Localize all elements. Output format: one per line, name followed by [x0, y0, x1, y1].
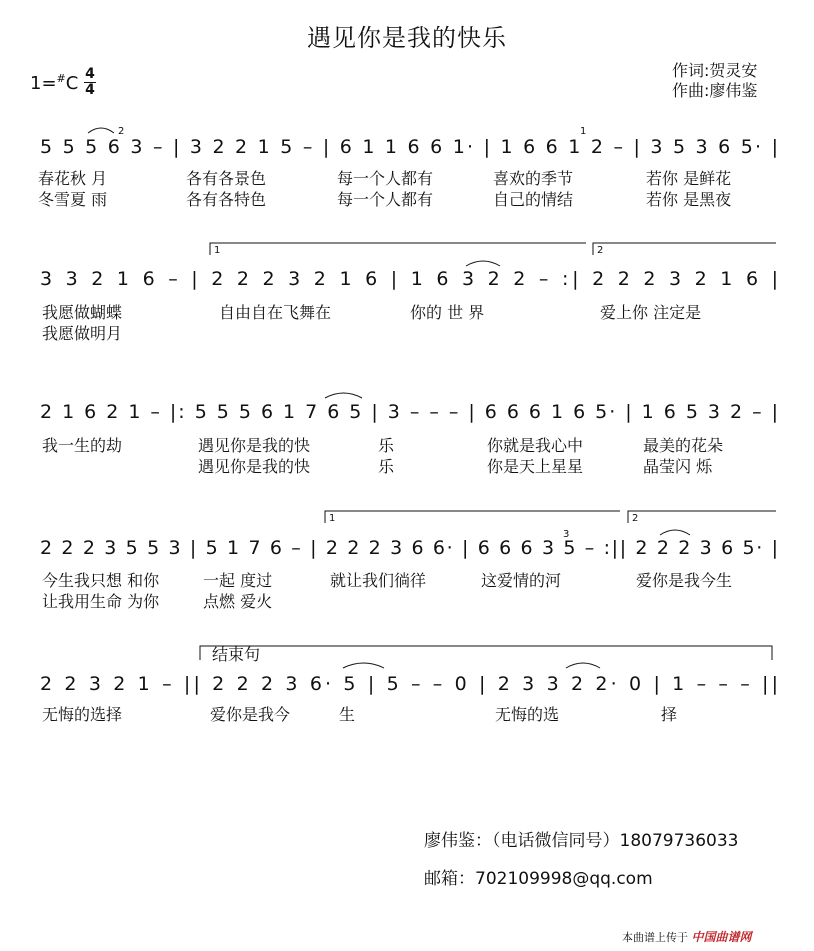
key-prefix: 1= [30, 73, 57, 94]
lyricist-credit: 作词:贺灵安 [672, 61, 758, 80]
ending-label: 结束句 [212, 645, 261, 664]
meter-top: 4 [85, 66, 95, 82]
lyric-verse1-4-5: 爱你是我今生 [636, 571, 733, 590]
lyric-verse1-4-3: 就让我们徜徉 [330, 571, 427, 590]
lyric-verse2-3-2: 乐 [378, 457, 395, 476]
grace-note-3: 3 [563, 529, 570, 540]
lyric-verse1-4-1: 今生我只想 和你 [42, 571, 160, 590]
volta-1-row4-bracket [325, 511, 620, 523]
ending-bracket [200, 646, 772, 660]
lyric-verse1-5-5: 择 [661, 705, 678, 724]
lyric-verse2-3-3: 你是天上星星 [487, 457, 584, 476]
lyric-verse2-2-1: 我愿做明月 [42, 324, 123, 343]
notation-row-3: 2 1 6 2 1 – |: 5 5 5 6 1 7 6 5 | 3 – – – | 6 6 6 1 6 5· | 1 6 5 3 2 – | [40, 401, 778, 423]
lyric-verse1-4-4: 这爱情的河 [481, 571, 562, 590]
lyric-verse2-4-1: 让我用生命 为你 [42, 592, 160, 611]
lyric-verse2-1-3: 每一个人都有 [337, 190, 434, 209]
slur-2 [325, 393, 362, 398]
key-letter: C [65, 73, 79, 94]
notation-row-5: 2 2 3 2 1 – || 2 2 2 3 6· 5 | 5 – – 0 | 2 3 3 2 2· 0 | 1 – – – || [40, 673, 778, 695]
lyric-verse1-2-2: 自由自在飞舞在 [219, 303, 332, 322]
lyric-verse1-5-3: 生 [339, 705, 356, 724]
lyric-verse1-1-5: 若你 是鲜花 [646, 169, 732, 188]
lyric-verse1-1-1: 春花秋 月 [38, 169, 108, 188]
volta-2-row2-bracket [593, 243, 776, 255]
site-logo: 中国曲谱网 [691, 930, 752, 944]
lyric-verse1-3-2: 遇见你是我的快 [198, 436, 311, 455]
lyric-verse2-3-4: 晶莹闪 烁 [643, 457, 713, 476]
composer-credit: 作曲:廖伟鉴 [672, 81, 758, 100]
lyric-verse1-1-4: 喜欢的季节 [493, 169, 574, 188]
lyric-verse1-5-4: 无悔的选 [495, 705, 560, 724]
lyric-verse1-1-3: 每一个人都有 [337, 169, 434, 188]
grace-note-1: 2 [118, 126, 125, 137]
meter-bottom: 4 [85, 82, 95, 98]
lyric-verse1-2-1: 我愿做蝴蝶 [42, 303, 123, 322]
notation-row-4: 2 2 2 3 5 5 3 | 5 1 7 6 – | 2 2 2 3 6 6· | 6 6 6 3 5 – :|| 2 2 2 3 6 5· | [40, 537, 778, 559]
slur-3 [466, 261, 500, 266]
lyric-verse1-4-2: 一起 度过 [203, 571, 273, 590]
volta-1-row2-label: 1 [214, 245, 221, 256]
song-title: 遇见你是我的快乐 [307, 24, 507, 52]
volta-1-row2-bracket [210, 243, 586, 255]
notation-row-1: 5 5 5 6 3 – | 3 2 2 1 5 – | 6 1 1 6 6 1· | 1 6 6 1 2 – | 3 5 3 6 5· | [40, 136, 779, 158]
slur-4 [660, 530, 690, 535]
slur-1 [88, 128, 114, 133]
lyric-verse1-5-2: 爱你是我今 [210, 705, 291, 724]
lyric-verse1-3-3: 乐 [378, 436, 395, 455]
lyric-verse2-1-5: 若你 是黑夜 [646, 190, 732, 209]
lyric-verse1-2-4: 爱上你 注定是 [600, 303, 702, 322]
lyric-verse2-1-4: 自己的情结 [493, 190, 574, 209]
lyric-verse1-5-1: 无悔的选择 [42, 705, 123, 724]
key-sharp: # [56, 72, 66, 85]
lyric-verse2-1-2: 各有各特色 [186, 190, 267, 209]
lyric-verse1-3-4: 你就是我心中 [487, 436, 584, 455]
lyric-verse1-2-3: 你的 世 界 [410, 303, 485, 322]
lyric-verse1-3-5: 最美的花朵 [643, 436, 724, 455]
lyric-verse2-1-1: 冬雪夏 雨 [38, 190, 108, 209]
footer-text: 本曲谱上传于 [622, 931, 688, 944]
volta-2-row2-label: 2 [597, 245, 604, 256]
volta-2-row4-bracket [628, 511, 776, 523]
slur-6 [566, 663, 600, 668]
volta-2-row4-label: 2 [632, 513, 639, 524]
lyric-verse2-4-2: 点燃 爱火 [203, 592, 273, 611]
slur-5 [343, 663, 384, 668]
lyric-verse1-3-1: 我一生的劫 [42, 436, 123, 455]
lyric-verse2-3-1: 遇见你是我的快 [198, 457, 311, 476]
grace-note-2: 1 [580, 126, 587, 137]
contact-phone: 廖伟鉴：（电话微信同号）18079736033 [424, 831, 739, 851]
footer-credit [622, 928, 752, 945]
volta-1-row4-label: 1 [329, 513, 336, 524]
contact-email: 邮箱：702109998@qq.com [424, 869, 653, 889]
lyric-verse1-1-2: 各有各景色 [186, 169, 267, 188]
notation-row-2: 3 3 2 1 6 – | 2 2 2 3 2 1 6 | 1 6 3 2 2 – :| 2 2 2 3 2 1 6 | [40, 268, 778, 290]
